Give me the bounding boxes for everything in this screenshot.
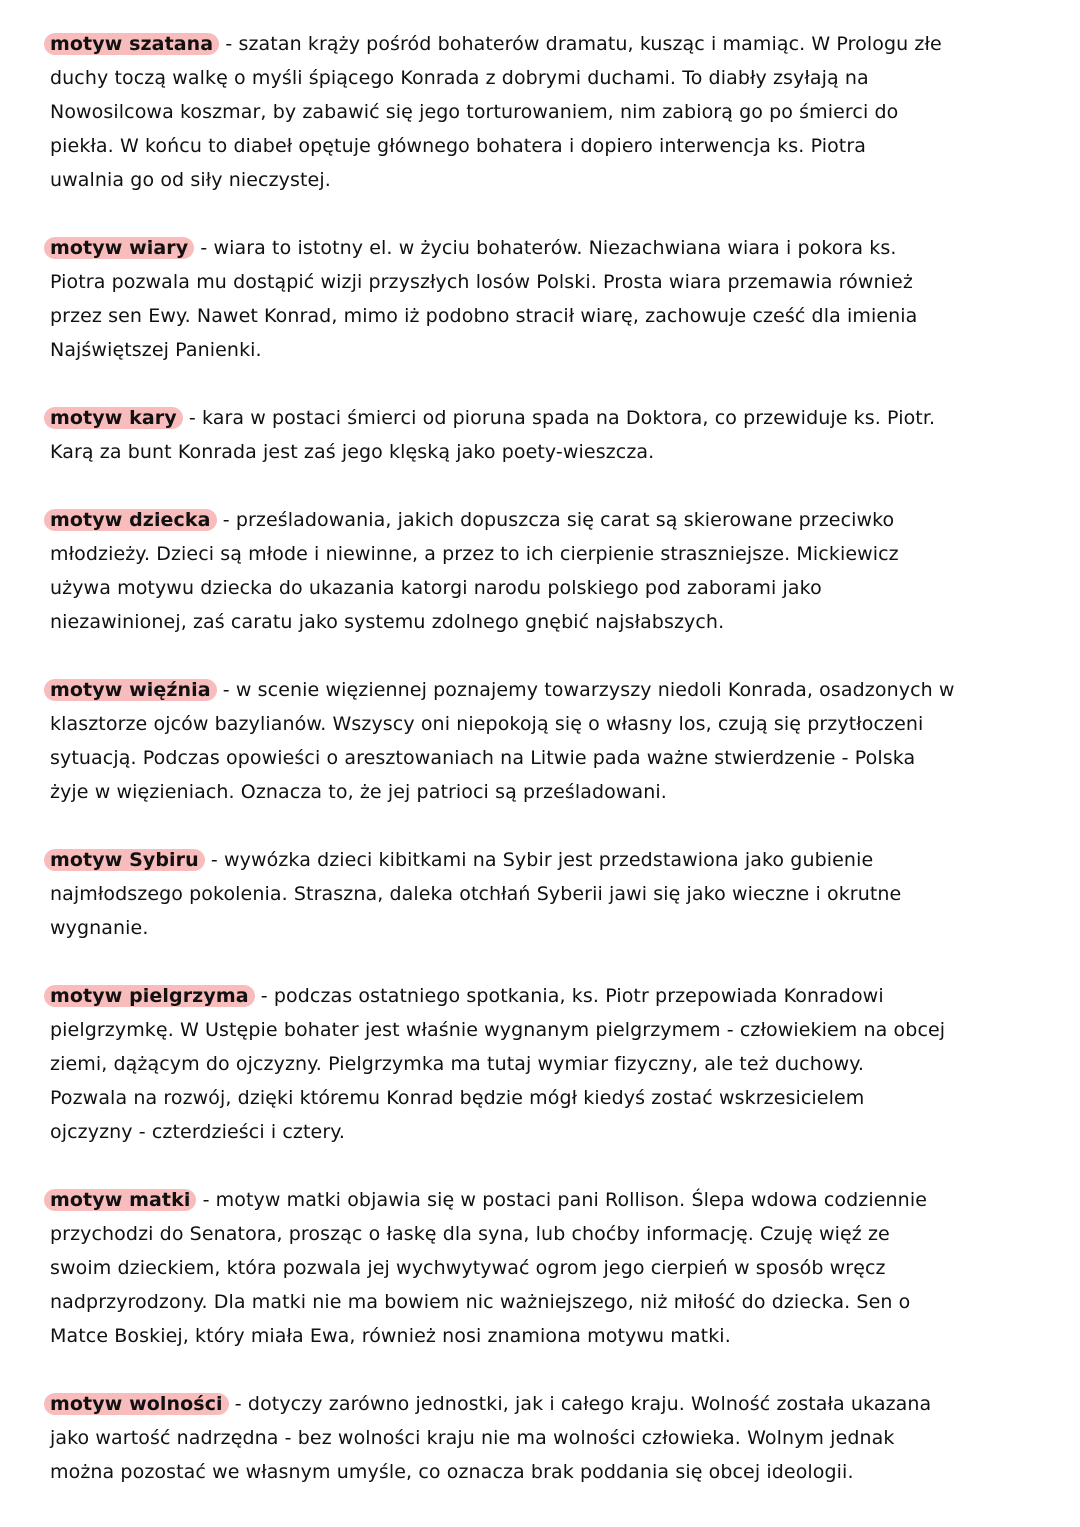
line-text: młodzieży. Dzieci są młode i niewinne, a przez to ich cierpienie straszniejsze. Mickiewicz (50, 543, 899, 565)
motif-paragraph (50, 843, 1080, 945)
motif-paragraph (50, 27, 1080, 197)
motif-paragraph (50, 673, 1080, 809)
text-line (50, 1421, 1080, 1455)
motif-term-highlight: motyw szatana (44, 33, 219, 55)
line-text: używa motywu dziecka do ukazania katorgi narodu polskiego pod zaborami jako (50, 577, 822, 599)
line-text: - kara w postaci śmierci od pioruna spada na Doktora, co przewiduje ks. Piotr. (182, 407, 936, 429)
text-line (50, 1251, 1080, 1285)
line-text: jako wartość nadrzędna - bez wolności kraju nie ma wolności człowieka. Wolnym jednak (50, 1427, 895, 1449)
text-line (50, 95, 1080, 129)
text-line (50, 265, 1080, 299)
line-text: - wiara to istotny el. w życiu bohaterów. Niezachwiana wiara i pokora ks. (194, 237, 897, 259)
line-text: Piotra pozwala mu dostąpić wizji przyszłych losów Polski. Prosta wiara przemawia również (50, 271, 913, 293)
text-line (50, 1013, 1080, 1047)
line-text: - w scenie więziennej poznajemy towarzyszy niedoli Konrada, osadzonych w (216, 679, 955, 701)
line-text: żyje w więzieniach. Oznacza to, że jej patrioci są prześladowani. (50, 781, 667, 803)
motif-paragraph (50, 503, 1080, 639)
text-line (50, 741, 1080, 775)
text-line (50, 911, 1080, 945)
line-text: Najświętszej Panienki. (50, 339, 262, 361)
motif-term-highlight: motyw więźnia (44, 679, 217, 701)
line-text: nadprzyrodzony. Dla matki nie ma bowiem nic ważniejszego, niż miłość do dziecka. Sen o (50, 1291, 911, 1313)
line-text: - prześladowania, jakich dopuszcza się carat są skierowane przeciwko (216, 509, 895, 531)
motif-paragraph (50, 1183, 1080, 1353)
motif-paragraph (50, 231, 1080, 367)
text-line (50, 61, 1080, 95)
text-line (50, 1285, 1080, 1319)
text-line (50, 163, 1080, 197)
text-line (50, 1455, 1080, 1489)
line-text: Matce Boskiej, który miała Ewa, również nosi znamiona motywu matki. (50, 1325, 731, 1347)
line-text: pielgrzymkę. W Ustępie bohater jest właśnie wygnanym pielgrzymem - człowiekiem na obcej (50, 1019, 946, 1041)
text-line (50, 1387, 1080, 1421)
text-line (50, 1115, 1080, 1149)
motif-term-highlight: motyw Sybiru (44, 849, 205, 871)
motif-term-highlight: motyw kary (44, 407, 183, 429)
line-text: Pozwala na rozwój, dzięki któremu Konrad będzie mógł kiedyś zostać wskrzesicielem (50, 1087, 865, 1109)
line-text: ojczyzny - czterdzieści i cztery. (50, 1121, 346, 1143)
line-text: Karą za bunt Konrada jest zaś jego klęską jako poety-wieszcza. (50, 441, 655, 463)
text-line (50, 877, 1080, 911)
text-line (50, 401, 1080, 435)
text-line (50, 27, 1080, 61)
text-line (50, 979, 1080, 1013)
text-line (50, 231, 1080, 265)
line-text: piekła. W końcu to diabeł opętuje głównego bohatera i dopiero interwencja ks. Piotra (50, 135, 867, 157)
text-line (50, 1081, 1080, 1115)
line-text: najmłodszego pokolenia. Straszna, daleka otchłań Syberii jawi się jako wieczne i okrutne (50, 883, 902, 905)
motif-term-highlight: motyw dziecka (44, 509, 217, 531)
text-line (50, 503, 1080, 537)
line-text: przychodzi do Senatora, prosząc o łaskę dla syna, lub choćby informację. Czuję więź ze (50, 1223, 890, 1245)
line-text: swoim dzieckiem, która pozwala jej wychwytywać ogrom jego cierpień w sposób wręcz (50, 1257, 886, 1279)
motif-term-highlight: motyw wiary (44, 237, 194, 259)
text-line (50, 299, 1080, 333)
text-line (50, 843, 1080, 877)
line-text: Nowosilcowa koszmar, by zabawić się jego torturowaniem, nim zabiorą go po śmierci do (50, 101, 899, 123)
line-text: niezawinionej, zaś caratu jako systemu zdolnego gnębić najsłabszych. (50, 611, 725, 633)
text-line (50, 1183, 1080, 1217)
text-line (50, 333, 1080, 367)
motif-term-highlight: motyw matki (44, 1189, 196, 1211)
text-line (50, 775, 1080, 809)
motif-term-highlight: motyw wolności (44, 1393, 229, 1415)
motif-paragraph (50, 979, 1080, 1149)
motif-paragraph (50, 401, 1080, 469)
line-text: uwalnia go od siły nieczystej. (50, 169, 331, 191)
line-text: klasztorze ojców bazylianów. Wszyscy oni niepokoją się o własny los, czują się przytłoczeni (50, 713, 924, 735)
line-text: sytuacją. Podczas opowieści o aresztowaniach na Litwie pada ważne stwierdzenie - Polska (50, 747, 916, 769)
line-text: - podczas ostatniego spotkania, ks. Piotr przepowiada Konradowi (254, 985, 884, 1007)
text-line (50, 435, 1080, 469)
text-line (50, 605, 1080, 639)
text-line (50, 537, 1080, 571)
text-line (50, 707, 1080, 741)
line-text: - dotyczy zarówno jednostki, jak i całego kraju. Wolność została ukazana (228, 1393, 932, 1415)
text-line (50, 571, 1080, 605)
line-text: przez sen Ewy. Nawet Konrad, mimo iż podobno stracił wiarę, zachowuje cześć dla imienia (50, 305, 918, 327)
text-line (50, 673, 1080, 707)
line-text: ziemi, dążącym do ojczyzny. Pielgrzymka ma tutaj wymiar fizyczny, ale też duchowy. (50, 1053, 864, 1075)
text-line (50, 1047, 1080, 1081)
line-text: - wywózka dzieci kibitkami na Sybir jest przedstawiona jako gubienie (204, 849, 874, 871)
line-text: - motyw matki objawia się w postaci pani Rollison. Ślepa wdowa codziennie (196, 1189, 927, 1211)
line-text: duchy toczą walkę o myśli śpiącego Konrada z dobrymi duchami. To diabły zsyłają na (50, 67, 869, 89)
motif-term-highlight: motyw pielgrzyma (44, 985, 255, 1007)
text-line (50, 129, 1080, 163)
motif-paragraph (50, 1387, 1080, 1489)
text-line (50, 1319, 1080, 1353)
text-line (50, 1217, 1080, 1251)
line-text: wygnanie. (50, 917, 149, 939)
line-text: można pozostać we własnym umyśle, co oznacza brak poddania się obcej ideologii. (50, 1461, 854, 1483)
line-text: - szatan krąży pośród bohaterów dramatu, kusząc i mamiąc. W Prologu złe (219, 33, 942, 55)
